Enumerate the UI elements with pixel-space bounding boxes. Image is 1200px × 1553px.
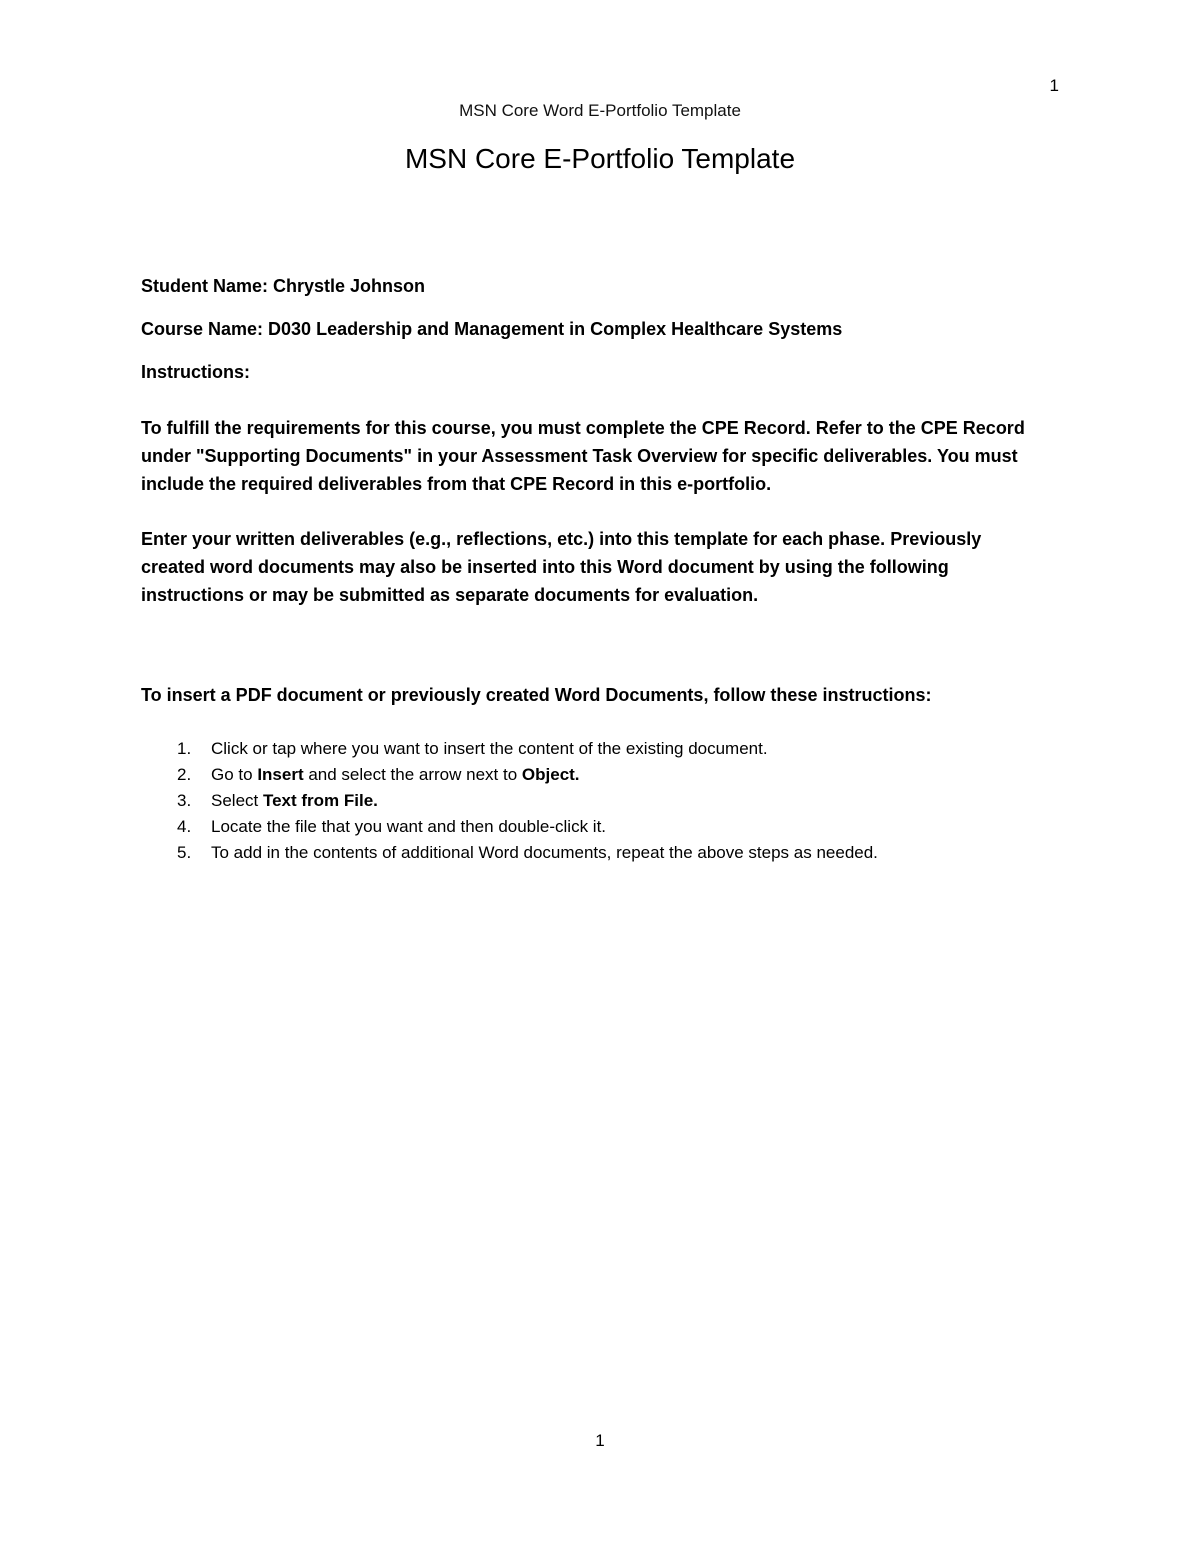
step-text: To add in the contents of additional Word documents, repeat the above steps as needed.	[211, 843, 878, 862]
deliverables-paragraph: Enter your written deliverables (e.g., reflections, etc.) into this template for each phase. Previously created word documents may also be inserted into this Word document by using the following instructions or may be submitted as separate documents for evaluation.	[141, 529, 982, 605]
step-bold-text: Text from File.	[262, 791, 378, 810]
step-text: Select	[211, 791, 263, 810]
step-number: 4.	[177, 817, 192, 836]
requirements-paragraph: To fulfill the requirements for this course, you must complete the CPE Record. Refer to the CPE Record under "Supporting Documents" in your Assessment Task Overview for specific deliverables. You must include the required deliverables from that CPE Record in this e-portfolio.	[141, 418, 1025, 494]
step-number: 2.	[177, 765, 192, 784]
footer-page-number: 1	[595, 1431, 605, 1450]
step-bold-text-2: Object.	[521, 765, 580, 784]
header-page-number: 1	[1049, 76, 1059, 95]
list-item	[141, 840, 1041, 866]
student-name: Student Name: Chrystle Johnson	[141, 276, 426, 296]
step-number: 5.	[177, 843, 192, 862]
step-text-cont: and select the arrow next to	[303, 765, 522, 784]
step-text: Locate the file that you want and then double-click it.	[211, 817, 607, 836]
list-item	[141, 762, 1041, 788]
instructions-label: Instructions:	[141, 362, 251, 382]
list-item	[141, 814, 1041, 840]
step-number: 1.	[177, 739, 192, 758]
list-item	[141, 788, 1041, 814]
running-header: MSN Core Word E-Portfolio Template	[459, 101, 741, 120]
step-bold-text: Insert	[257, 765, 304, 784]
step-text: Click or tap where you want to insert the content of the existing document.	[211, 739, 768, 758]
step-number: 3.	[177, 791, 192, 810]
list-item	[141, 736, 1041, 762]
document-title: MSN Core E-Portfolio Template	[404, 143, 796, 174]
document-body	[141, 272, 1041, 866]
course-name: Course Name: D030 Leadership and Management in Complex Healthcare Systems	[141, 319, 843, 339]
step-text: Go to	[211, 765, 258, 784]
insert-steps-list	[141, 736, 1041, 866]
insert-instructions-heading: To insert a PDF document or previously created Word Documents, follow these instructions:	[141, 685, 932, 705]
